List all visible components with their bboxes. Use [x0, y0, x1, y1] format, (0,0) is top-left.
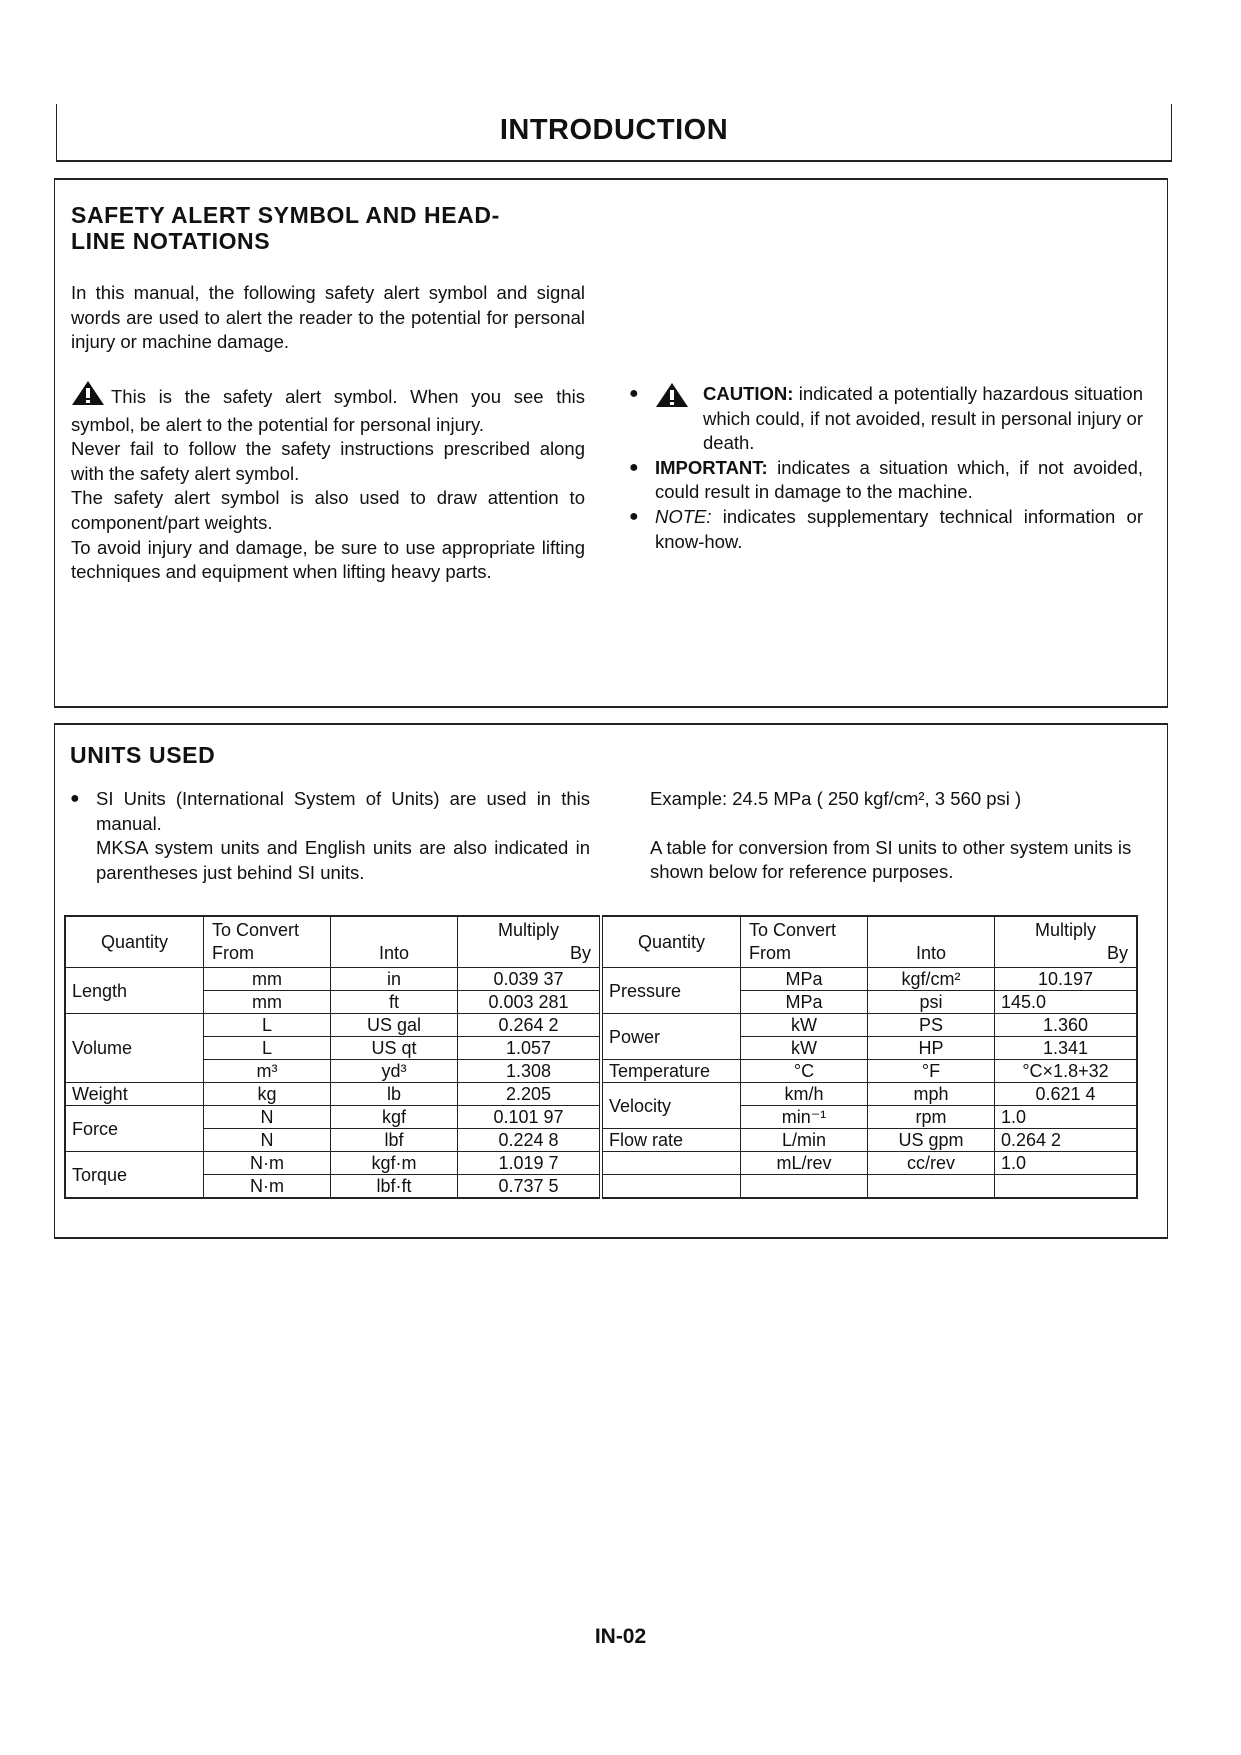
- conversion-table: [64, 915, 1138, 1199]
- factor-cell: 0.737 5: [458, 1175, 602, 1199]
- factor-cell: °C×1.8+32: [995, 1060, 1138, 1083]
- from-cell: N·m: [204, 1152, 331, 1175]
- factor-cell: 0.101 97: [458, 1106, 602, 1129]
- header-multiply-left: [458, 916, 602, 968]
- bullet-icon: ●: [629, 458, 639, 476]
- header-from-text: From: [749, 943, 791, 963]
- factor-cell: 0.003 281: [458, 991, 602, 1014]
- from-cell: N: [204, 1129, 331, 1152]
- from-cell: L/min: [741, 1129, 868, 1152]
- from-cell: MPa: [741, 968, 868, 991]
- units-right-text: [650, 787, 1162, 885]
- important-text: indicates a situation which, if not avoided, could result in damage to the machine.: [655, 456, 1143, 503]
- quantity-cell: Power: [601, 1014, 741, 1060]
- into-cell: US gal: [331, 1014, 458, 1037]
- header-multiply-text: Multiply: [1034, 920, 1096, 940]
- from-cell: m³: [204, 1060, 331, 1083]
- from-cell: L: [204, 1037, 331, 1060]
- caution-item: [629, 382, 1143, 456]
- page-title: INTRODUCTION: [499, 114, 729, 146]
- table-row: [65, 1152, 1137, 1175]
- important-label: IMPORTANT:: [655, 456, 768, 478]
- into-cell: HP: [868, 1037, 995, 1060]
- factor-cell: 1.0: [995, 1152, 1138, 1175]
- into-cell: kgf·m: [331, 1152, 458, 1175]
- into-cell: mph: [868, 1083, 995, 1106]
- quantity-cell: Length: [65, 968, 204, 1014]
- factor-cell: 145.0: [995, 991, 1138, 1014]
- factor-cell: 1.308: [458, 1060, 602, 1083]
- factor-cell: 1.057: [458, 1037, 602, 1060]
- into-cell: lbf: [331, 1129, 458, 1152]
- safety-title: [71, 202, 500, 254]
- symbol-text: This is the safety alert symbol. When you see this symbol, be alert to the potential for personal injury.: [71, 386, 585, 435]
- table-note-text: A table for conversion from SI units to other system units is shown below for reference purposes.: [650, 836, 1132, 883]
- safety-right-column: [629, 382, 1143, 554]
- into-cell: US qt: [331, 1037, 458, 1060]
- symbol-paragraph: [71, 380, 585, 437]
- factor-cell: 10.197: [995, 968, 1138, 991]
- safety-intro-text: In this manual, the following safety alert symbol and signal words are used to alert the reader to the potential for personal injury or machine damage.: [71, 282, 585, 353]
- from-cell: L: [204, 1014, 331, 1037]
- bullet-icon: ●: [629, 385, 639, 402]
- header-into-text: Into: [915, 943, 947, 963]
- quantity-cell: Temperature: [601, 1060, 741, 1083]
- from-cell: [741, 1175, 868, 1199]
- header-from-text: From: [212, 943, 254, 963]
- quantity-cell: Force: [65, 1106, 204, 1152]
- from-cell: mm: [204, 991, 331, 1014]
- factor-cell: 0.224 8: [458, 1129, 602, 1152]
- into-cell: US gpm: [868, 1129, 995, 1152]
- into-cell: lbf·ft: [331, 1175, 458, 1199]
- factor-cell: 0.264 2: [995, 1129, 1138, 1152]
- header-multiply-text: Multiply: [497, 920, 559, 940]
- from-cell: kW: [741, 1014, 868, 1037]
- into-cell: ft: [331, 991, 458, 1014]
- from-cell: N: [204, 1106, 331, 1129]
- example-text: Example: 24.5 MPa ( 250 kgf/cm², 3 560 psi ): [650, 788, 1022, 809]
- factor-cell: 2.205: [458, 1083, 602, 1106]
- note-label: NOTE:: [655, 505, 712, 527]
- weights-text: The safety alert symbol is also used to draw attention to component/part weights.: [71, 487, 585, 533]
- table-row: [65, 1175, 1137, 1199]
- units-section: [54, 723, 1168, 1239]
- quantity-cell: Volume: [65, 1014, 204, 1083]
- from-cell: kg: [204, 1083, 331, 1106]
- page-number: IN-02: [594, 1625, 647, 1648]
- from-cell: MPa: [741, 991, 868, 1014]
- note-text: indicates supplementary technical information or know-how.: [655, 505, 1144, 552]
- units-left-text: [70, 787, 590, 885]
- header-box: [56, 104, 1172, 162]
- quantity-cell: Torque: [65, 1152, 204, 1199]
- safety-title-line1: SAFETY ALERT SYMBOL AND HEAD-: [71, 202, 500, 228]
- safety-left-column: [71, 380, 585, 585]
- safety-intro: [71, 281, 585, 355]
- bullet-icon: ●: [70, 790, 80, 807]
- factor-cell: 0.264 2: [458, 1014, 602, 1037]
- into-cell: PS: [868, 1014, 995, 1037]
- factor-cell: 1.341: [995, 1037, 1138, 1060]
- header-quantity-left: Quantity: [65, 916, 204, 968]
- from-cell: min⁻¹: [741, 1106, 868, 1129]
- avoid-text: To avoid injury and damage, be sure to use appropriate lifting techniques and equipment when lifting heavy parts.: [71, 536, 585, 583]
- header-to-convert-text: To Convert: [749, 920, 837, 940]
- header-to-convert-right: [741, 916, 868, 968]
- si-units-item: [70, 787, 590, 885]
- table-row: [65, 1060, 1137, 1083]
- mksa-text: MKSA system units and English units are also indicated in parentheses just behind SI units.: [96, 837, 590, 883]
- into-cell: kgf: [331, 1106, 458, 1129]
- quantity-cell: [601, 1152, 741, 1175]
- from-cell: °C: [741, 1060, 868, 1083]
- header-to-convert-left: [204, 916, 331, 968]
- into-cell: in: [331, 968, 458, 991]
- table-row: [65, 1129, 1137, 1152]
- into-cell: [868, 1175, 995, 1199]
- from-cell: km/h: [741, 1083, 868, 1106]
- warning-triangle-icon: [71, 380, 105, 413]
- into-cell: °F: [868, 1060, 995, 1083]
- important-item: [629, 456, 1143, 505]
- units-title: UNITS USED: [70, 742, 216, 768]
- factor-cell: 0.621 4: [995, 1083, 1138, 1106]
- header-by-text: By: [1106, 943, 1128, 963]
- into-cell: psi: [868, 991, 995, 1014]
- into-cell: kgf/cm²: [868, 968, 995, 991]
- factor-cell: 1.019 7: [458, 1152, 602, 1175]
- header-multiply-right: [995, 916, 1138, 968]
- table-header-row: [65, 916, 1137, 968]
- header-to-convert-text: To Convert: [212, 920, 300, 940]
- never-fail-text: Never fail to follow the safety instructions prescribed along with the safety alert symbol.: [71, 438, 585, 484]
- header-into-left: [331, 916, 458, 968]
- quantity-cell: [601, 1175, 741, 1199]
- caution-label: CAUTION:: [703, 383, 794, 404]
- table-row: [65, 1083, 1137, 1106]
- from-cell: kW: [741, 1037, 868, 1060]
- header-quantity-right: Quantity: [601, 916, 741, 968]
- factor-cell: 0.039 37: [458, 968, 602, 991]
- from-cell: mm: [204, 968, 331, 991]
- header-into-right: [868, 916, 995, 968]
- bullet-icon: ●: [629, 507, 639, 525]
- quantity-cell: Pressure: [601, 968, 741, 1014]
- into-cell: cc/rev: [868, 1152, 995, 1175]
- safety-title-line2: LINE NOTATIONS: [71, 228, 271, 254]
- table-row: [65, 1014, 1137, 1037]
- from-cell: N·m: [204, 1175, 331, 1199]
- note-item: [629, 505, 1143, 554]
- caution-text: indicated a potentially hazardous situation which could, if not avoided, result in personal injury or death.: [703, 383, 1143, 454]
- factor-cell: 1.0: [995, 1106, 1138, 1129]
- into-cell: lb: [331, 1083, 458, 1106]
- quantity-cell: Weight: [65, 1083, 204, 1106]
- into-cell: yd³: [331, 1060, 458, 1083]
- header-into-text: Into: [378, 943, 410, 963]
- si-units-text: SI Units (International System of Units) are used in this manual.: [96, 788, 590, 834]
- safety-section: [54, 178, 1168, 708]
- header-by-text: By: [569, 943, 591, 963]
- from-cell: mL/rev: [741, 1152, 868, 1175]
- warning-triangle-icon: [655, 382, 689, 415]
- table-row: [65, 968, 1137, 991]
- into-cell: rpm: [868, 1106, 995, 1129]
- quantity-cell: Velocity: [601, 1083, 741, 1129]
- factor-cell: [995, 1175, 1138, 1199]
- quantity-cell: Flow rate: [601, 1129, 741, 1152]
- factor-cell: 1.360: [995, 1014, 1138, 1037]
